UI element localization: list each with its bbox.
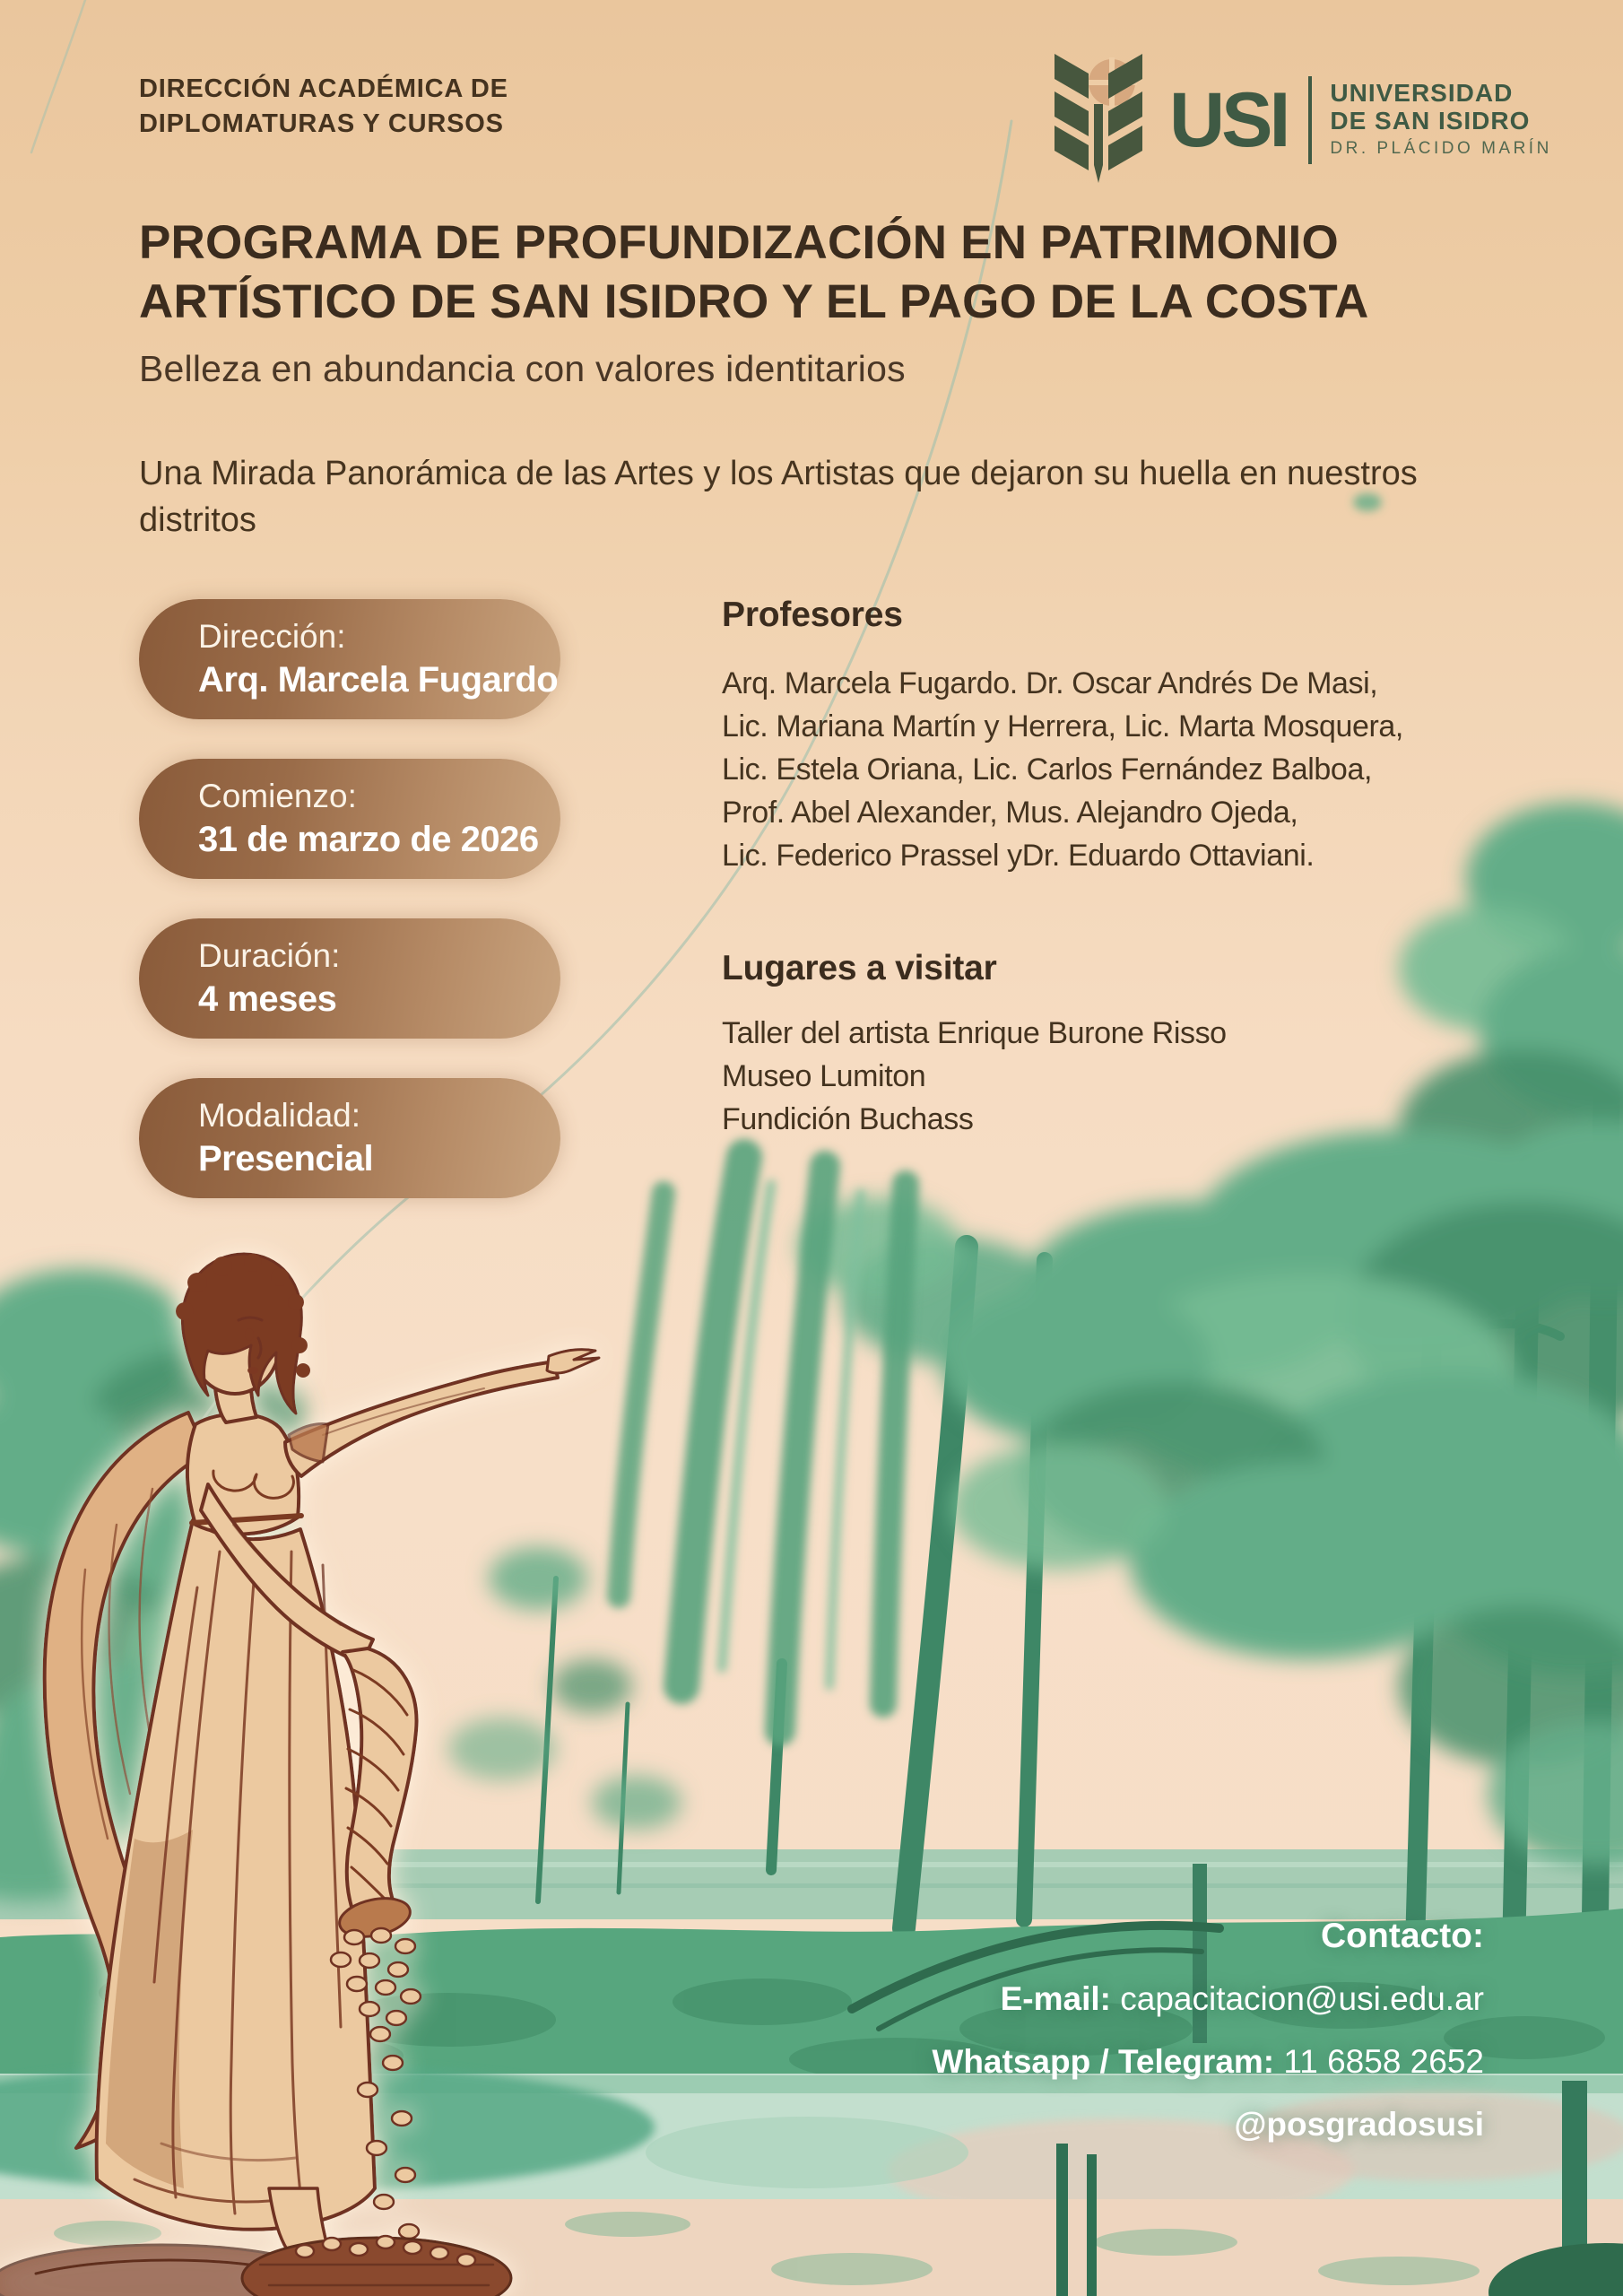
logo-university-line3: DR. PLÁCIDO MARÍN	[1330, 139, 1552, 158]
usi-leaf-icon	[1042, 50, 1155, 189]
place-item: Fundición Buchass	[722, 1102, 974, 1136]
logo-university-line2: DE SAN ISIDRO	[1330, 107, 1531, 135]
pill-label: Duración:	[198, 937, 341, 974]
program-title	[139, 213, 1592, 332]
pill-value: Arq. Marcela Fugardo	[198, 660, 559, 700]
program-title-line1: PROGRAMA DE PROFUNDIZACIÓN EN PATRIMONIO	[139, 216, 1339, 269]
logo-wordmark	[1330, 79, 1551, 161]
pill-comienzo	[139, 759, 560, 879]
professors-line: Lic. Estela Oriana, Lic. Carlos Fernández Balboa,	[722, 752, 1372, 787]
professors-line: Arq. Marcela Fugardo. Dr. Oscar Andrés De Masi,	[722, 666, 1378, 700]
places-heading: Lugares a visitar	[722, 949, 997, 987]
pill-duracion	[139, 918, 560, 1039]
department-heading	[139, 72, 508, 142]
contact-phone-value: 11 6858 2652	[1283, 2043, 1484, 2080]
program-title-line2: ARTÍSTICO DE SAN ISIDRO Y EL PAGO DE LA COSTA	[139, 275, 1369, 328]
pill-value: 4 meses	[198, 979, 337, 1019]
pill-value: Presencial	[198, 1139, 374, 1178]
program-subtitle: Belleza en abundancia con valores identitarios	[139, 348, 906, 389]
pill-direccion	[139, 599, 560, 719]
pill-value: 31 de marzo de 2026	[198, 820, 539, 859]
department-line2: DIPLOMATURAS Y CURSOS	[139, 109, 504, 138]
contact-email-value: capacitacion@usi.edu.ar	[1120, 1980, 1484, 2017]
professors-line: Lic. Mariana Martín y Herrera, Lic. Marta Mosquera,	[722, 709, 1403, 744]
pill-modalidad	[139, 1078, 560, 1198]
contact-messaging	[932, 2031, 1484, 2093]
place-item: Museo Lumiton	[722, 1059, 926, 1093]
professors-line: Lic. Federico Prassel yDr. Eduardo Ottaviani.	[722, 839, 1315, 873]
usi-logo	[1042, 50, 1552, 189]
contact-email	[932, 1968, 1484, 2031]
contact-messaging-label: Whatsapp / Telegram:	[932, 2043, 1275, 2080]
logo-acronym: USI	[1169, 76, 1288, 163]
professors-section	[722, 596, 1511, 877]
pill-label: Dirección:	[198, 618, 346, 655]
places-list	[722, 1012, 1511, 1141]
program-description: Una Mirada Panorámica de las Artes y los Artistas que dejaron su huella en nuestros distritos	[139, 455, 1418, 539]
pill-label: Modalidad:	[198, 1097, 361, 1134]
place-item: Taller del artista Enrique Burone Risso	[722, 1016, 1227, 1050]
professors-line: Prof. Abel Alexander, Mus. Alejandro Ojeda,	[722, 796, 1298, 830]
contact-social-handle: @posgradosusi	[1234, 2106, 1484, 2143]
department-line1: DIRECCIÓN ACADÉMICA DE	[139, 74, 508, 103]
professors-heading: Profesores	[722, 596, 903, 634]
program-info-pills	[139, 599, 560, 1238]
contact-email-label: E-mail:	[1000, 1980, 1111, 2017]
contact-section	[932, 1905, 1484, 2156]
pill-label: Comienzo:	[198, 778, 357, 814]
professors-list	[722, 662, 1511, 877]
places-section	[722, 949, 1511, 1141]
logo-divider	[1308, 76, 1312, 164]
contact-heading: Contacto:	[1321, 1917, 1484, 1955]
logo-university-line1: UNIVERSIDAD	[1330, 79, 1514, 107]
